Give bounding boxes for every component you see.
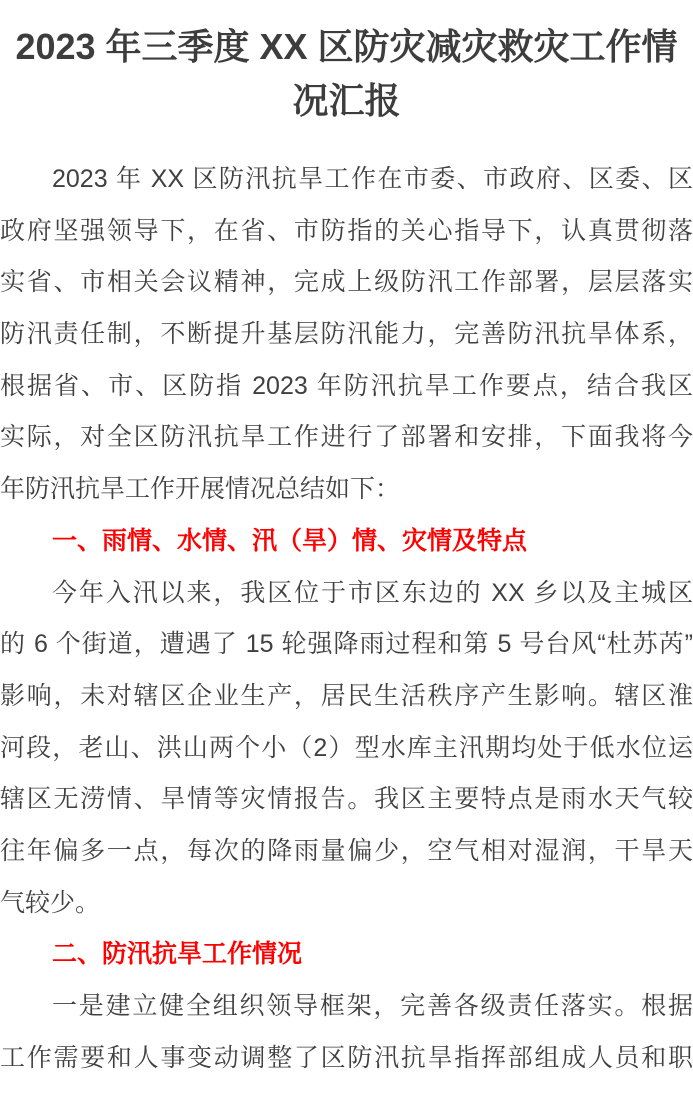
paragraph-line: 工作需要和人事变动调整了区防汛抗旱指挥部组成人员和职: [0, 1043, 693, 1072]
paragraph-line: 防汛责任制，不断提升基层防汛能力，完善防汛抗旱体系，: [0, 320, 693, 349]
paragraph-line: 往年偏多一点，每次的降雨量偏少，空气相对湿润，干旱天: [0, 836, 693, 865]
paragraph-line: 年防汛抗旱工作开展情况总结如下：: [0, 475, 401, 504]
document-title: 2023 年三季度 XX 区防灾减灾救灾工作情况汇报: [15, 26, 678, 121]
paragraph-line: 2023 年 XX 区防汛抗旱工作在市委、市政府、区委、区: [52, 165, 693, 193]
section-heading-1: 一、雨情、水情、汛（旱）情、灾情及特点: [52, 526, 528, 555]
paragraph-line: 辖区无涝情、旱情等灾情报告。我区主要特点是雨水天气较: [0, 785, 693, 814]
document-body: [0, 154, 693, 1084]
paragraph-line: 政府坚强领导下，在省、市防指的关心指导下，认真贯彻落: [0, 216, 693, 245]
paragraph-line: 影响，未对辖区企业生产，居民生活秩序产生影响。辖区淮: [0, 681, 693, 710]
paragraph-line: 的 6 个街道，遭遇了 15 轮强降雨过程和第 5 号台风“杜苏芮”: [0, 630, 693, 659]
paragraph-line: 今年入汛以来，我区位于市区东边的 XX 乡以及主城区: [52, 578, 693, 607]
paragraph-line: 一是建立健全组织领导框架，完善各级责任落实。根据: [52, 992, 693, 1020]
paragraph-line: 河段，老山、洪山两个小（2）型水库主汛期均处于低水位运: [0, 733, 693, 762]
paragraph-line: 根据省、市、区防指 2023 年防汛抗旱工作要点，结合我区: [0, 371, 693, 400]
paragraph-line: 实际，对全区防汛抗旱工作进行了部署和安排，下面我将今: [0, 423, 693, 452]
paragraph-line: 实省、市相关会议精神，完成上级防汛工作部署，层层落实: [0, 268, 693, 297]
paragraph-line: 气较少。: [0, 888, 101, 917]
section-heading-2: 二、防汛抗旱工作情况: [52, 940, 303, 969]
